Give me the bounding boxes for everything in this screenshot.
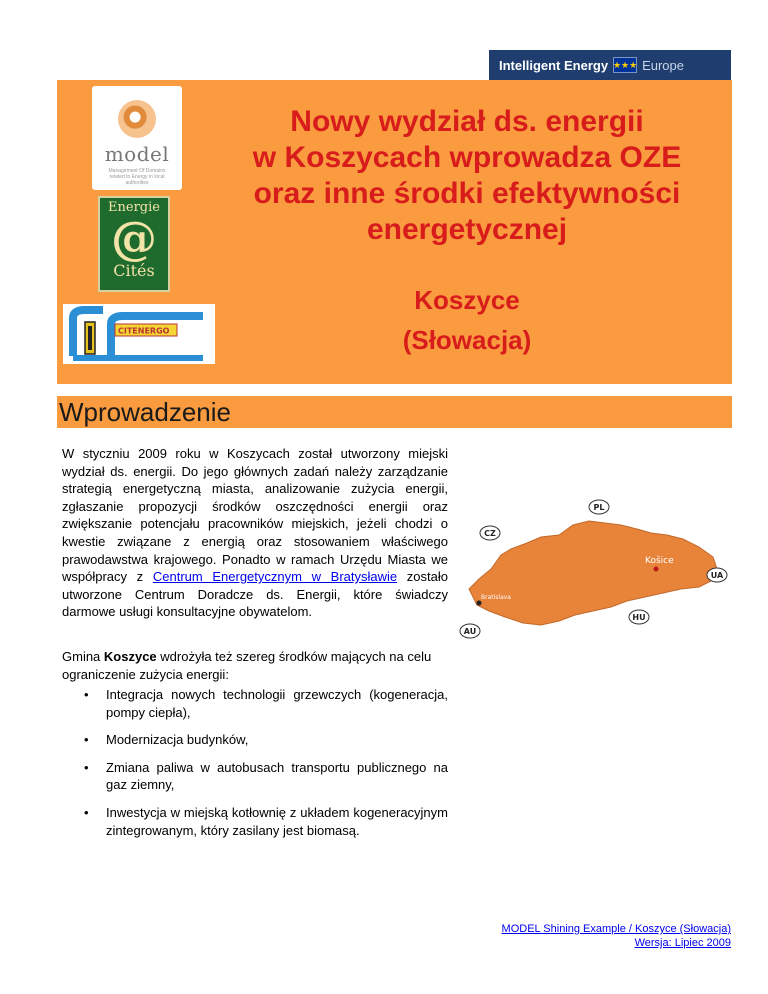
page-footer (502, 922, 731, 950)
list-item-text: Integracja nowych technologii grzewczych (kogeneracja, pompy ciepła), (106, 687, 448, 720)
footer-version[interactable]: Wersja: Lipiec 2009 (634, 937, 731, 949)
bullet-icon: • (84, 732, 89, 748)
page-title (207, 104, 727, 248)
location-heading (207, 280, 727, 360)
country-badge-au (460, 624, 480, 638)
intro-text-end: zostało utworzone Centrum Doradcze ds. Energii, które świadczy darmowe usługi konsultacyjne obywatelom. (62, 569, 448, 620)
bratislava-label: Bratislava (481, 594, 511, 601)
country-badge-cz (480, 526, 500, 540)
country-name: (Słowacja) (402, 325, 532, 355)
svg-text:AU: AU (463, 627, 477, 636)
bullet-icon: • (84, 759, 89, 775)
country-badge-ua (707, 568, 727, 582)
energie-cites-line2: Cités (113, 261, 155, 280)
eu-flag-icon: ★★★ (613, 57, 637, 73)
title-line: w Koszycach wprowadza OZE (252, 141, 682, 174)
svg-text:UA: UA (710, 571, 724, 580)
measures-intro-city: Koszyce (103, 649, 157, 664)
measures-intro-start: Gmina (62, 649, 104, 664)
svg-text:CZ: CZ (484, 529, 496, 538)
list-item (62, 804, 448, 839)
bratislava-energy-center-link[interactable]: Centrum Energetycznym w Bratysławie (152, 569, 398, 585)
section-title: Wprowadzenie (59, 397, 231, 427)
title-line: Nowy wydział ds. energii (290, 105, 644, 138)
model-disc-icon (118, 100, 156, 138)
slovakia-map (455, 493, 737, 641)
list-item (62, 759, 448, 794)
model-logo (92, 86, 182, 190)
kosice-marker (654, 567, 659, 572)
bullet-icon: • (84, 804, 89, 820)
svg-text:HU: HU (632, 613, 646, 622)
list-item (62, 686, 448, 721)
intro-paragraph (62, 445, 448, 621)
list-item (62, 731, 448, 749)
energie-cites-logo (98, 196, 170, 292)
svg-text:PL: PL (593, 503, 605, 512)
list-item-text: Modernizacja budynków, (106, 732, 249, 748)
country-badge-pl (589, 500, 609, 514)
energie-cites-at-icon: @ (111, 211, 157, 265)
bratislava-marker (477, 601, 482, 606)
city-name: Koszyce (414, 285, 520, 315)
intelligent-energy-banner (489, 50, 731, 80)
measures-list (62, 686, 448, 849)
slovakia-shape (469, 521, 717, 625)
country-badge-hu (629, 610, 649, 624)
banner-region: Europe (642, 57, 684, 73)
citenergo-logo (63, 304, 215, 364)
banner-program: Intelligent Energy (499, 57, 609, 73)
kosice-label: Košice (645, 556, 674, 566)
citenergo-logo-text: CITENERGO (118, 326, 170, 336)
hero-panel (57, 80, 732, 384)
measures-intro (62, 648, 448, 683)
measures-intro-end: wdrożyła też szereg środków mających na celu ograniczenie zużycia energii: (62, 649, 432, 682)
title-line: energetycznej (366, 213, 568, 246)
intro-text: W styczniu 2009 roku w Koszycach został utworzony miejski wydział ds. energii. Do jego głównych zadań należy zarządzanie strategią energetyczną miasta, analizowanie zużycia energii, zgłaszanie propozycji środków oszczędności energii oraz zwiększanie potencjału pracowników miejskich, jeżeli chodzi o kwestie związane z energią oraz stosowaniem właściwego prawodawstwa krajowego. Ponadto w ramach Urzędu Miasta we współpracy z (62, 446, 448, 585)
list-item-text: Inwestycja w miejską kotłownię z układem kogeneracyjnym zintegrowanym, który zasilany jest biomasą. (106, 804, 448, 838)
model-logo-name: model (104, 142, 170, 166)
title-line: oraz inne środki efektywności (253, 177, 681, 210)
bullet-icon: • (84, 687, 89, 702)
energie-cites-line1: Energie (108, 200, 160, 215)
citenergo-emblem-icon (63, 304, 215, 364)
footer-document-link[interactable]: MODEL Shining Example / Koszyce (Słowacja) (501, 923, 731, 935)
section-header (57, 396, 732, 428)
model-logo-subtitle: Management Of Domains related to Energy in local authorities (108, 168, 166, 186)
list-item-text: Zmiana paliwa w autobusach transportu publicznego na gaz ziemny, (106, 759, 448, 793)
